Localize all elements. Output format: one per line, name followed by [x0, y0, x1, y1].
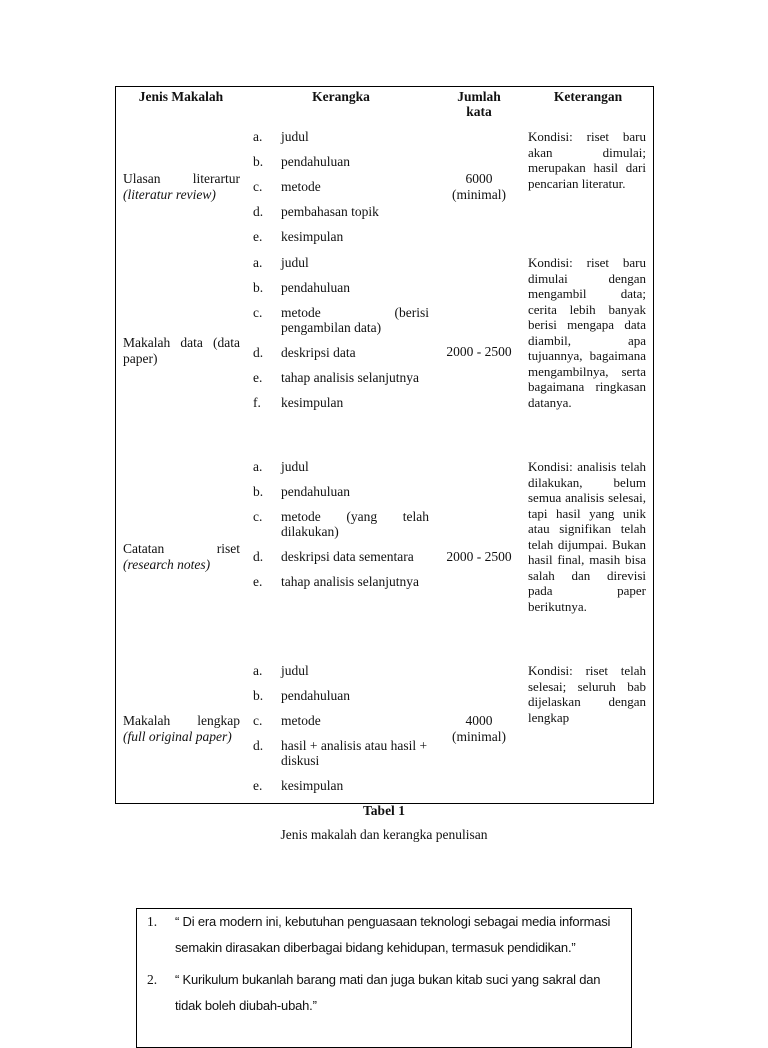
jenis-line2: (full original paper) [123, 729, 232, 744]
quote-text: “ Di era modern ini, kebutuhan penguasaan teknologi sebagai media informasi semakin dirasakan diberbagai bidang kehidupan, termasuk pendidikan.” [175, 914, 611, 955]
jenis-line1: Ulasan literartur [123, 171, 240, 186]
kerangka-list [253, 661, 429, 793]
list-item [253, 395, 429, 410]
jumlah-cell [439, 713, 519, 745]
jumlah-cell [439, 549, 519, 565]
table-caption-subtitle: Jenis makalah dan kerangka penulisan [280, 827, 488, 842]
jenis-line2: paper) [123, 351, 158, 366]
list-item-text: judul [281, 255, 309, 270]
list-item [253, 574, 429, 589]
jenis-cell [123, 713, 240, 745]
header-jumlah-line2: kata [466, 104, 492, 119]
list-item [253, 255, 429, 270]
list-marker: e. [253, 574, 263, 589]
list-item [253, 738, 429, 768]
kerangka-list [253, 457, 429, 589]
kerangka-list [253, 127, 429, 244]
kerangka-list [253, 253, 429, 410]
list-item [253, 713, 429, 728]
header-jumlah-kata [439, 89, 519, 119]
jenis-line2: (research notes) [123, 557, 211, 572]
list-marker: a. [253, 663, 263, 678]
table-caption-title: Tabel 1 [363, 803, 405, 818]
jenis-line1: Makalah lengkap [123, 713, 240, 728]
list-marker: f. [253, 395, 261, 410]
list-item-text: judul [281, 459, 309, 474]
jumlah-cell [439, 171, 519, 203]
jenis-line1: Catatan riset [123, 541, 240, 556]
list-marker: a. [253, 129, 263, 144]
list-item-text: kesimpulan [281, 778, 344, 793]
quote-box [136, 908, 632, 1048]
jumlah-value: 6000 [465, 171, 493, 186]
list-item [253, 484, 429, 499]
jenis-line1: Makalah data (data [123, 335, 240, 350]
jumlah-note: (minimal) [452, 187, 506, 202]
list-item [253, 129, 429, 144]
list-item [253, 459, 429, 474]
list-item-text: tahap analisis selanjutnya [281, 574, 419, 589]
list-marker: b. [253, 484, 264, 499]
list-marker: d. [253, 345, 264, 360]
list-item [253, 229, 429, 244]
list-marker: d. [253, 549, 264, 564]
list-marker: c. [253, 509, 263, 524]
list-marker: d. [253, 738, 264, 753]
list-item [253, 280, 429, 295]
list-item [253, 204, 429, 219]
list-item-text: metode (yang telah dilakukan) [281, 509, 429, 539]
keterangan-cell: Kondisi: riset baru dimulai dengan mengambil data; cerita lebih banyak berisi mengapa data diambil, apa tujuannya, bagaimana mengambilnya, serta bagaimana ringkasan datanya. [528, 255, 646, 410]
jumlah-note: (minimal) [452, 729, 506, 744]
list-marker: e. [253, 370, 263, 385]
jumlah-value: 2000 - 2500 [446, 549, 512, 564]
list-item-text: hasil + analisis atau hasil + diskusi [281, 738, 428, 768]
jumlah-value: 2000 - 2500 [446, 344, 512, 359]
keterangan-cell: Kondisi: analisis telah dilakukan, belum semua analisis selesai, tapi hasil yang unik atau signifikan telah telah dijumpai. Bukan hasil final, masih bisa salah dan direvisi pada paper berikutnya. [528, 459, 646, 614]
header-jumlah-line1: Jumlah [457, 89, 501, 104]
list-item [253, 778, 429, 793]
list-marker: b. [253, 688, 264, 703]
quote-number: 2. [147, 972, 158, 987]
header-jenis-makalah: Jenis Makalah [138, 89, 224, 104]
list-item-text: deskripsi data sementara [281, 549, 414, 564]
list-item [253, 179, 429, 194]
list-marker: c. [253, 305, 263, 320]
header-keterangan: Keterangan [553, 89, 623, 104]
list-marker: b. [253, 154, 264, 169]
list-item [253, 305, 429, 335]
list-item-text: judul [281, 663, 309, 678]
keterangan-cell: Kondisi: riset telah selesai; seluruh bab dijelaskan dengan lengkap [528, 663, 646, 725]
list-item [147, 967, 623, 1019]
list-item [253, 509, 429, 539]
list-item-text: metode [281, 179, 321, 194]
list-item-text: judul [281, 129, 309, 144]
jumlah-cell [439, 344, 519, 360]
list-marker: c. [253, 713, 263, 728]
header-kerangka: Kerangka [312, 89, 370, 104]
list-item [253, 370, 429, 385]
list-marker: b. [253, 280, 264, 295]
list-item [253, 549, 429, 564]
quote-number: 1. [147, 914, 158, 929]
list-marker: d. [253, 204, 264, 219]
list-marker: a. [253, 459, 263, 474]
list-item-text: pendahuluan [281, 688, 350, 703]
list-item-text: metode [281, 713, 321, 728]
list-marker: e. [253, 778, 263, 793]
jenis-cell [123, 541, 240, 573]
list-item [147, 909, 623, 961]
list-item [253, 663, 429, 678]
list-item-text: deskripsi data [281, 345, 356, 360]
list-item [253, 688, 429, 703]
list-item [253, 154, 429, 169]
list-item [253, 345, 429, 360]
jumlah-value: 4000 [465, 713, 493, 728]
list-marker: e. [253, 229, 263, 244]
jenis-cell [123, 335, 240, 367]
keterangan-cell: Kondisi: riset baru akan dimulai; merupakan hasil dari pencarian literatur. [528, 129, 646, 191]
list-item-text: kesimpulan [281, 229, 344, 244]
makalah-table [115, 86, 654, 804]
jenis-cell [123, 171, 240, 203]
quote-text: “ Kurikulum bukanlah barang mati dan juga bukan kitab suci yang sakral dan tidak boleh diubah-ubah.” [175, 972, 601, 1013]
list-item-text: kesimpulan [281, 395, 344, 410]
list-item-text: metode (berisi pengambilan data) [281, 305, 429, 335]
list-marker: a. [253, 255, 263, 270]
list-item-text: pendahuluan [281, 280, 350, 295]
list-item-text: pendahuluan [281, 484, 350, 499]
list-item-text: pendahuluan [281, 154, 350, 169]
list-item-text: pembahasan topik [281, 204, 379, 219]
jenis-line2: (literatur review) [123, 187, 216, 202]
list-marker: c. [253, 179, 263, 194]
list-item-text: tahap analisis selanjutnya [281, 370, 419, 385]
